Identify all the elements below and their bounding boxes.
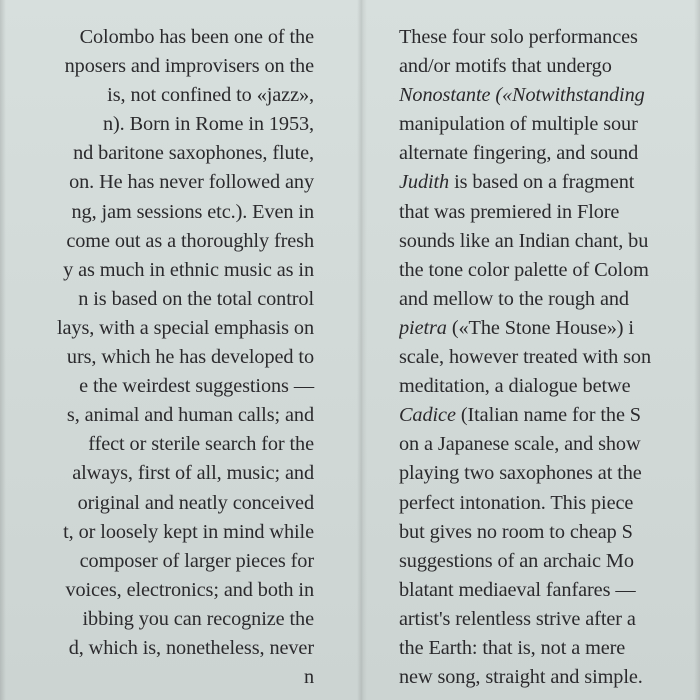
text-line: on. He has never followed any — [69, 171, 314, 194]
text-line: ibbing you can recognize the — [82, 607, 314, 630]
text-line: always, first of all, music; and — [72, 462, 314, 485]
text-line: pietra («The Stone House») i — [399, 316, 634, 339]
text-line: nd baritone saxophones, flute, — [73, 142, 314, 165]
text-line: suggestions of an archaic Mo — [399, 549, 634, 572]
text-line: the tone color palette of Colom — [399, 258, 649, 281]
text-line: sounds like an Indian chant, bu — [399, 229, 649, 252]
italic-title: pietra — [399, 316, 447, 339]
text-line: ng, jam sessions etc.). Even in — [71, 200, 314, 223]
text-line: t, or loosely kept in mind while — [63, 520, 314, 543]
text-line: that was premiered in Flore — [399, 200, 620, 223]
text-line: lays, with a special emphasis on — [56, 316, 314, 339]
text-line: These four solo performances — [399, 26, 638, 48]
italic-title: Cadice — [399, 404, 456, 427]
text-line: urs, which he has developed to — [66, 346, 314, 369]
text-line-italic-title: Nonostante («Notwithstanding — [399, 84, 645, 107]
text-line: perfect intonation. This piece — [399, 491, 634, 514]
text-line: composer of larger pieces for — [79, 549, 314, 572]
text-line: come out as a thoroughly fresh — [66, 229, 314, 252]
text-line: n — [303, 666, 314, 689]
text-line: alternate fingering, and sound — [399, 142, 639, 165]
page-edge-shadow-right — [694, 0, 700, 700]
text-line: Colombo has been one of the — [79, 26, 314, 48]
text-line: nposers and improvisers on the — [64, 55, 314, 78]
text-line: new song, straight and simple. — [399, 666, 643, 689]
text-line: d, which is, nonetheless, never — [68, 636, 314, 659]
text-line: playing two saxophones at the — [399, 462, 642, 485]
text-line: ffect or sterile search for the — [88, 433, 314, 456]
text-line: y as much in ethnic music as in — [63, 258, 314, 281]
text-line: is, not confined to «jazz», — [107, 84, 314, 107]
text-line: n is based on the total control — [78, 287, 314, 310]
text-line: Cadice (Italian name for the S — [399, 404, 641, 427]
text-line: n). Born in Rome in 1953, — [102, 113, 314, 136]
text-line: voices, electronics; and both in — [65, 578, 314, 601]
text-line: and mellow to the rough and — [399, 287, 629, 310]
text-line: on a Japanese scale, and show — [399, 433, 641, 456]
text-line: Judith is based on a fragment — [399, 171, 635, 194]
text-line: meditation, a dialogue betwe — [399, 375, 631, 398]
center-fold-shadow — [357, 0, 367, 700]
right-text-column — [399, 23, 700, 692]
text-line: artist's relentless strive after a — [399, 607, 636, 630]
text-line: original and neatly conceived — [77, 491, 314, 514]
text-line: manipulation of multiple sour — [399, 113, 638, 136]
text-line: e the weirdest suggestions — — [79, 375, 314, 398]
text-line: blatant mediaeval fanfares — — [399, 578, 636, 601]
text-line: and/or motifs that undergo — [399, 55, 612, 78]
text-line: scale, however treated with son — [399, 346, 652, 369]
text-line: the Earth: that is, not a mere — [399, 636, 626, 659]
italic-title: Judith — [399, 171, 450, 194]
text-line: but gives no room to cheap S — [399, 520, 633, 543]
left-text-column — [0, 23, 352, 692]
text-line: s, animal and human calls; and — [66, 404, 314, 427]
